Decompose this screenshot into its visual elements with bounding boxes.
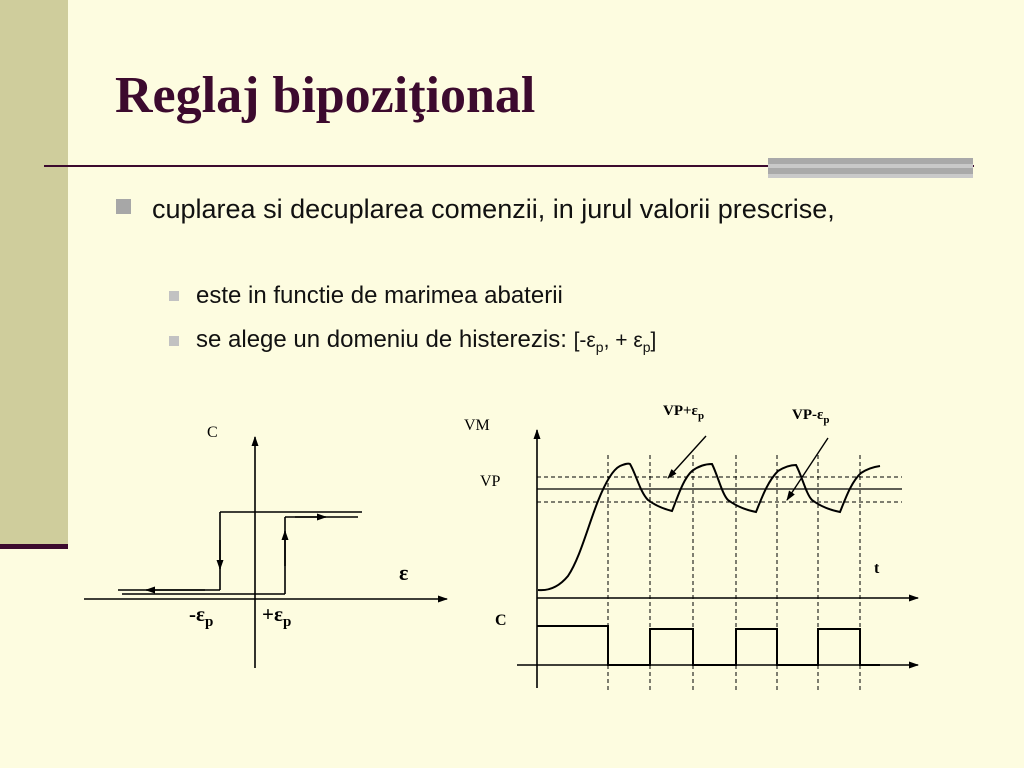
command-label: C: [495, 612, 507, 629]
sub-bullet-text: se alege un domeniu de histerezis:: [196, 326, 574, 353]
lower-band-label: $VP-\varepsilon_p$: [792, 407, 830, 426]
command-signal: [537, 626, 880, 665]
c-axis-label: C: [207, 424, 218, 441]
bullet-text: cuplarea si decuplarea comenzii, in jurul valorii prescrise,: [152, 194, 835, 224]
hysteresis-range: [$-\varepsilon_p$, + $\varepsilon_p$]: [573, 329, 657, 356]
time-label: t: [874, 560, 880, 577]
time-diagram: [517, 430, 918, 692]
neg-epsilon-label: $-\varepsilon_p$: [189, 602, 214, 630]
epsilon-axis-label: ε: [399, 560, 409, 585]
response-curve: [538, 464, 880, 591]
vm-label: VM: [464, 417, 490, 434]
vp-label: VP: [480, 473, 501, 490]
switching-guides: [608, 455, 860, 692]
upper-band-label: $VP+\varepsilon_p$: [663, 403, 705, 422]
hysteresis-diagram: [84, 437, 447, 668]
slide-title: Reglaj bipoziţional: [115, 67, 536, 124]
upper-band-pointer: [668, 436, 706, 478]
pos-epsilon-label: $+\varepsilon_p$: [262, 602, 292, 630]
sub-bullet-text: este in functie de marimea abaterii: [196, 282, 563, 309]
